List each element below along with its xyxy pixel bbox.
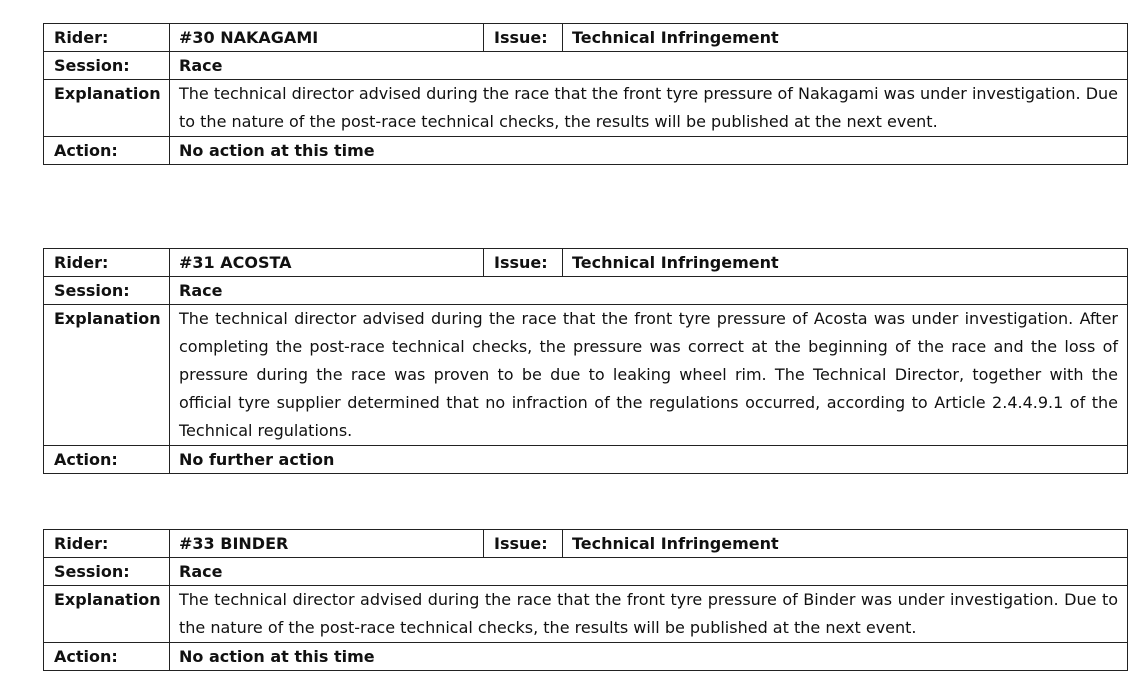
- explanation-row: [44, 80, 1128, 137]
- rider-value: #30 NAKAGAMI: [170, 24, 484, 52]
- explanation-label: Explanation: [44, 305, 170, 446]
- rider-row: [44, 530, 1128, 558]
- issue-value: Technical Infringement: [563, 24, 1128, 52]
- rider-label: Rider:: [44, 24, 170, 52]
- decision-table-acosta: [43, 248, 1128, 474]
- decision-table-binder: [43, 529, 1128, 671]
- rider-value: #31 ACOSTA: [170, 249, 484, 277]
- session-label: Session:: [44, 277, 170, 305]
- action-value: No further action: [170, 446, 1128, 474]
- decision-table-nakagami: [43, 23, 1128, 165]
- session-value: Race: [170, 558, 1128, 586]
- rider-value: #33 BINDER: [170, 530, 484, 558]
- action-row: [44, 137, 1128, 165]
- rider-label: Rider:: [44, 249, 170, 277]
- session-row: [44, 558, 1128, 586]
- rider-row: [44, 249, 1128, 277]
- session-label: Session:: [44, 52, 170, 80]
- issue-label: Issue:: [484, 24, 563, 52]
- action-label: Action:: [44, 137, 170, 165]
- action-label: Action:: [44, 446, 170, 474]
- action-row: [44, 643, 1128, 671]
- action-label: Action:: [44, 643, 170, 671]
- session-value: Race: [170, 52, 1128, 80]
- explanation-label: Explanation: [44, 80, 170, 137]
- issue-label: Issue:: [484, 249, 563, 277]
- explanation-text: The technical director advised during the race that the front tyre pressure of Acosta was under investigation. After completing the post-race technical checks, the pressure was correct at the beginning of the race and the loss of pressure during the race was proven to be due to leaking wheel rim. The Technical Director, together with the official tyre supplier determined that no infraction of the regulations occurred, according to Article 2.4.4.9.1 of the Technical regulations.: [170, 305, 1128, 446]
- issue-value: Technical Infringement: [563, 249, 1128, 277]
- explanation-text: The technical director advised during the race that the front tyre pressure of Nakagami was under investigation. Due to the nature of the post-race technical checks, the results will be published at the next event.: [170, 80, 1128, 137]
- explanation-label: Explanation: [44, 586, 170, 643]
- issue-label: Issue:: [484, 530, 563, 558]
- action-value: No action at this time: [170, 643, 1128, 671]
- session-row: [44, 52, 1128, 80]
- session-label: Session:: [44, 558, 170, 586]
- explanation-text: The technical director advised during the race that the front tyre pressure of Binder was under investigation. Due to the nature of the post-race technical checks, the results will be published at the next event.: [170, 586, 1128, 643]
- action-row: [44, 446, 1128, 474]
- action-value: No action at this time: [170, 137, 1128, 165]
- explanation-row: [44, 586, 1128, 643]
- rider-label: Rider:: [44, 530, 170, 558]
- explanation-row: [44, 305, 1128, 446]
- rider-row: [44, 24, 1128, 52]
- session-value: Race: [170, 277, 1128, 305]
- issue-value: Technical Infringement: [563, 530, 1128, 558]
- session-row: [44, 277, 1128, 305]
